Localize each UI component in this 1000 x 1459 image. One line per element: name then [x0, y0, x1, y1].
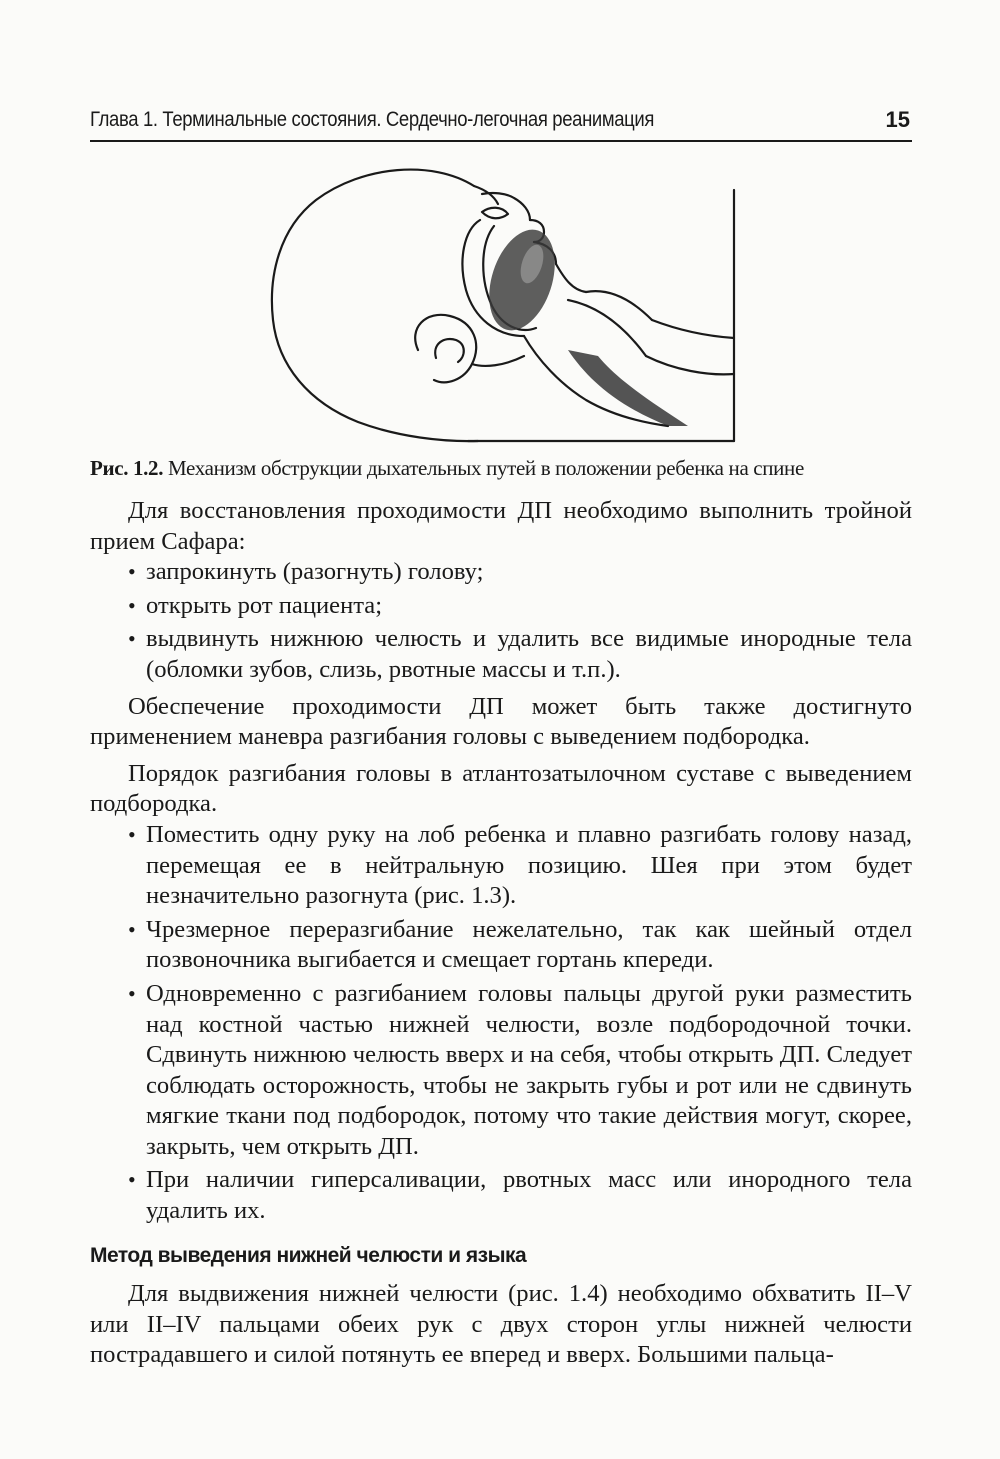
paragraph-head-tilt: Обеспечение проходимости ДП может быть также достигнуто применением маневра разгибания головы с выведением подбородка. — [90, 692, 912, 751]
shoulder — [652, 320, 734, 338]
head-outline — [272, 170, 478, 442]
bullet-glyph: • — [128, 626, 136, 652]
procedure-steps-list — [90, 820, 912, 1227]
list-item — [90, 915, 912, 976]
body-text — [90, 496, 912, 1377]
list-item-text: Одновременно с разгибанием головы пальцы другой руки разместить над костной частью нижней челюсти, возле подбородочной точки. Сдвинуть нижнюю челюсть вверх и на себя, чтобы открыть ДП. Следует соблюдать осторожность, чтобы не закрыть губы и рот или не сдвинуть мягкие ткани под подбородок, потому что такие действия могут, скорее, закрыть, чем открыть ДП. — [146, 979, 912, 1160]
ear-inner — [435, 339, 464, 362]
safar-steps-list — [90, 557, 912, 685]
running-header — [90, 104, 912, 142]
paragraph-jaw-thrust: Для выдвижения нижней челюсти (рис. 1.4) необходимо обхватить II–V или II–IV пальцами обеих рук с двух сторон углы нижней челюсти пострадавшего и силой потянуть ее вперед и вверх. Большими пальца- — [90, 1280, 912, 1369]
bullet-glyph: • — [128, 592, 136, 618]
paragraph-safar-intro: Для восстановления проходимости ДП необходимо выполнить тройной прием Сафара: — [90, 497, 912, 555]
eye-icon — [482, 208, 508, 219]
figure-caption-label: Рис. 1.2. — [90, 456, 164, 480]
throat-line-2 — [568, 300, 646, 356]
list-item-text: открыть рот пациента; — [146, 591, 383, 619]
jaw-angle — [472, 356, 524, 366]
list-item-text: Поместить одну руку на лоб ребенка и плавно разгибать голову назад, перемещая ее в нейтральную позицию. Шея при этом будет незначительно разогнута (рис. 1.3). — [146, 820, 912, 910]
throat-line-1 — [586, 291, 652, 320]
list-item — [90, 624, 912, 685]
list-item-text: запрокинуть (разогнуть) голову; — [146, 558, 484, 586]
list-item — [90, 820, 912, 912]
airway-obstruction-illustration — [268, 160, 738, 443]
bullet-glyph: • — [128, 980, 136, 1006]
bullet-glyph: • — [128, 559, 136, 585]
forehead-line — [474, 186, 498, 204]
bullet-glyph: • — [128, 916, 136, 942]
neck-fold-shading — [568, 350, 688, 426]
list-item — [90, 979, 912, 1163]
list-item-text: Чрезмерное переразгибание нежелательно, так как шейный отдел позвоночника выгибается и смещает гортань кпереди. — [146, 915, 912, 974]
list-item-text: При наличии гиперсаливации, рвотных масс или инородного тела удалить их. — [146, 1166, 912, 1225]
list-item-text: выдвинуть нижнюю челюсть и удалить все видимые инородные тела (обломки зубов, слизь, рвотные массы и т.п.). — [146, 625, 912, 683]
figure-caption — [90, 456, 912, 481]
ear-outer — [415, 315, 476, 382]
chapter-title: Глава 1. Терминальные состояния. Сердечно-легочная реанимация — [90, 108, 655, 131]
tongue-shading — [477, 221, 566, 338]
list-item — [90, 557, 912, 588]
list-item — [90, 1165, 912, 1226]
bullet-glyph: • — [128, 1167, 136, 1193]
collar-line — [646, 356, 734, 374]
chin-line — [556, 264, 586, 292]
list-item — [90, 591, 912, 622]
bullet-glyph: • — [128, 821, 136, 847]
figure-caption-text: Механизм обструкции дыхательных путей в положении ребенка на спине — [163, 456, 804, 480]
section-heading: Метод выведения нижней челюсти и языка — [90, 1243, 527, 1267]
page-number: 15 — [885, 107, 910, 132]
paragraph-procedure: Порядок разгибания головы в атлантозатылочном суставе с выведением подбородка. — [90, 759, 912, 818]
